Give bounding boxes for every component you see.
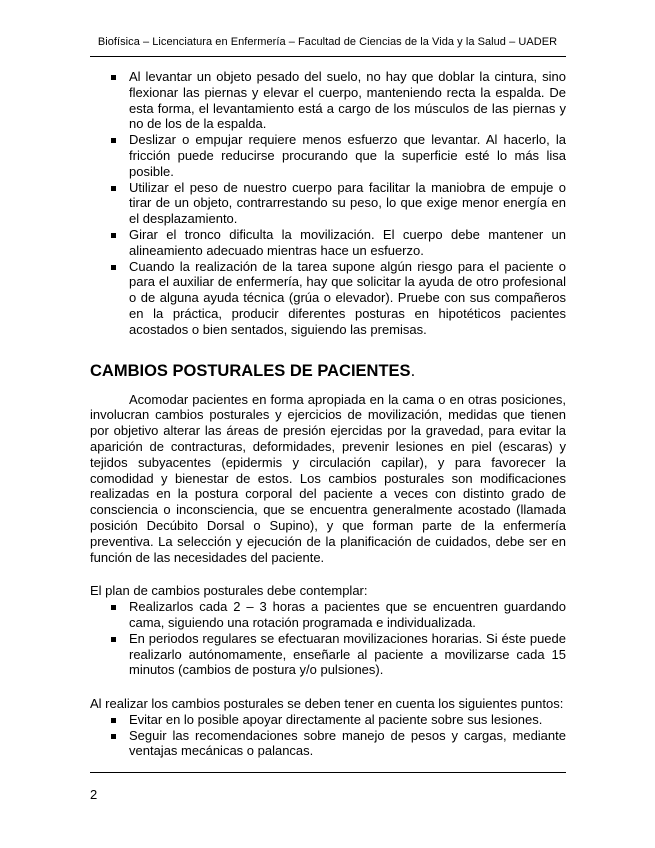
bullet-icon xyxy=(111,186,116,191)
list-item xyxy=(90,631,566,678)
list-item-text: Al levantar un objeto pesado del suelo, no hay que doblar la cintura, sino flexionar las piernas y elevar el cuerpo, manteniendo recta la espalda. De esta forma, el levantamiento está a cargo de los músculos de las piernas y no de los de la espalda. xyxy=(129,69,566,132)
bullet-icon xyxy=(111,75,116,80)
list-item xyxy=(90,132,566,179)
page-header: Biofísica – Licenciatura en Enfermería – Facultad de Ciencias de la Vida y la Salud – UADER xyxy=(97,36,558,48)
bullet-icon xyxy=(111,718,116,723)
list-item-text: Deslizar o empujar requiere menos esfuerzo que levantar. Al hacerlo, la fricción puede reducirse procurando que la superficie esté lo más lisa posible. xyxy=(129,132,566,179)
bullet-icon xyxy=(111,138,116,143)
list-item-text: Utilizar el peso de nuestro cuerpo para facilitar la maniobra de empuje o tirar de un objeto, contrarrestando su peso, lo que exige menor energía en el desplazamiento. xyxy=(129,179,566,227)
footer-rule xyxy=(90,772,566,773)
points-list xyxy=(90,712,566,759)
list-item xyxy=(90,69,566,132)
plan-intro: El plan de cambios posturales debe contemplar: xyxy=(90,583,368,599)
list-item xyxy=(90,180,566,227)
list-item-text: Cuando la realización de la tarea supone algún riesgo para el paciente o para el auxiliar de enfermería, hay que solicitar la ayuda de otro profesional o de alguna ayuda técnica (grúa o elevador). Pruebe con sus compañeros en la práctica, producir diferentes posturas en hipotéticos pacientes acostados o bien sentados, siguiendo las premisas. xyxy=(129,258,566,337)
document-body xyxy=(90,69,566,759)
list-item xyxy=(90,728,566,760)
page-number: 2 xyxy=(90,787,98,802)
bullet-icon xyxy=(111,265,116,270)
plan-list xyxy=(90,599,566,678)
list-item-text: En periodos regulares se efectuaran movilizaciones horarias. Si éste puede realizarlo autónomamente, enseñarle al paciente a movilizarse cada 15 minutos (cambios de postura y/o pulsiones). xyxy=(129,630,566,678)
list-item xyxy=(90,599,566,631)
bullet-icon xyxy=(111,734,116,739)
list-item xyxy=(90,227,566,259)
intro-paragraph: Acomodar pacientes en forma apropiada en la cama o en otras posiciones, involucran cambios posturales y ejercicios de movilización, medidas que tienen por objetivo alterar las áreas de presión ejercidas por la gravedad, para evitar la aparición de contracturas, deformidades, prevenir lesiones en piel (escaras) y tejidos subyacentes (epidermis y circulación capilar), y para favorecer la comodidad y bienestar de estos. Los cambios posturales son modificaciones realizadas en la postura corporal del paciente a veces con distinto grado de consciencia o inconsciencia, que se encuentra generalmente acostado (llamada posición Decúbito Dorsal o Supino), y que forman parte de la enfermería preventiva. La selección y ejecución de la planificación de cuidados, debe ser en función de las necesidades del paciente. xyxy=(90,391,566,565)
list-item-text: Seguir las recomendaciones sobre manejo de pesos y cargas, mediante ventajas mecánicas o palancas. xyxy=(129,727,566,759)
list-item-text: Evitar en lo posible apoyar directamente al paciente sobre sus lesiones. xyxy=(129,711,543,727)
section-title: CAMBIOS POSTURALES DE PACIENTES. xyxy=(90,361,416,380)
bullet-icon xyxy=(111,605,116,610)
list-item xyxy=(90,712,566,728)
list-item-text: Girar el tronco dificulta la movilización. El cuerpo debe mantener un alineamiento adecuado mientras hace un esfuerzo. xyxy=(129,226,566,258)
list-item-text: Realizarlos cada 2 – 3 horas a pacientes que se encuentren guardando cama, siguiendo una rotación programada e individualizada. xyxy=(129,599,566,630)
bullet-icon xyxy=(111,637,116,642)
bullet-icon xyxy=(111,233,116,238)
header-rule xyxy=(90,56,566,57)
list-item xyxy=(90,259,566,338)
lifting-guidelines-list xyxy=(90,69,566,338)
points-intro: Al realizar los cambios posturales se deben tener en cuenta los siguientes puntos: xyxy=(90,696,564,712)
